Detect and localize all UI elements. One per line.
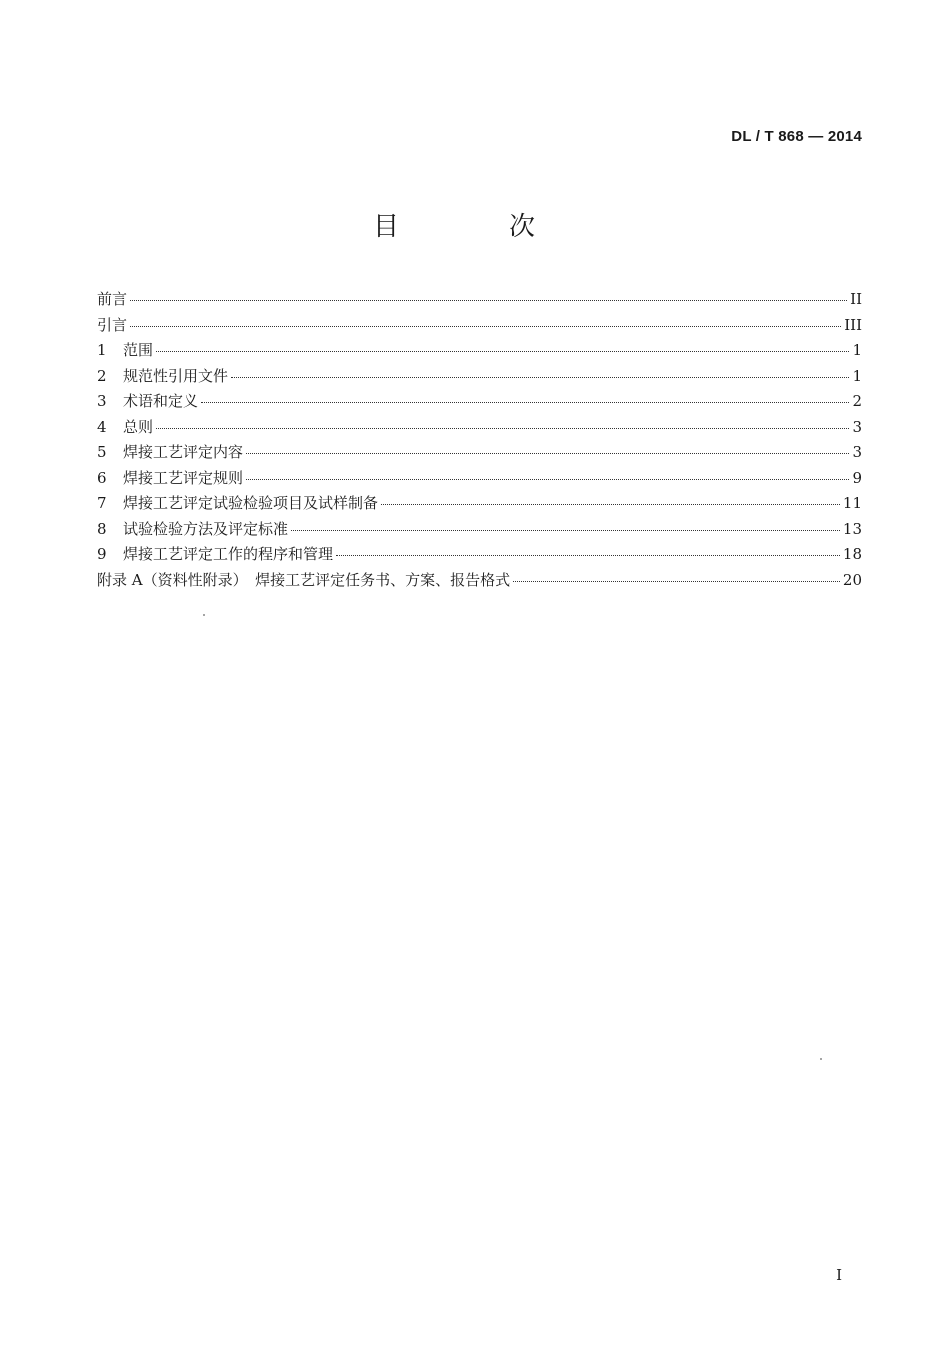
toc-entry-label: 焊接工艺评定规则 [123, 468, 244, 487]
toc-entry[interactable] [97, 287, 862, 313]
toc-entry-number: 3 [97, 392, 107, 410]
toc-entry-page: III [844, 315, 862, 334]
toc-entry-page: 9 [852, 468, 862, 487]
toc-entry-number: 1 [97, 341, 107, 359]
toc-dot-leader [130, 299, 847, 301]
toc-dot-leader [246, 478, 849, 480]
toc-entry-label: 焊接工艺评定试验检验项目及试样制备 [123, 494, 379, 512]
toc-entry-label: 总则 [123, 417, 154, 436]
toc-entry-label: 术语和定义 [123, 392, 199, 410]
toc-entry-page: II [850, 290, 862, 308]
toc-entry[interactable] [97, 313, 862, 339]
toc-dot-leader [246, 452, 849, 454]
toc-entry-number: 8 [97, 519, 107, 538]
toc-entry[interactable] [97, 415, 862, 441]
toc-entry[interactable] [97, 389, 862, 415]
toc-dot-leader [130, 325, 841, 327]
toc-entry-number: 2 [97, 366, 107, 385]
toc-entry-label: 焊接工艺评定工作的程序和管理 [123, 545, 334, 563]
toc-entry[interactable] [97, 542, 862, 568]
toc-dot-leader [231, 376, 849, 378]
toc-entry-page: 20 [842, 570, 862, 589]
toc-entry-page: 1 [852, 341, 862, 359]
toc-entry[interactable] [97, 338, 862, 364]
toc-entry[interactable] [97, 491, 862, 517]
toc-entry-number: 6 [97, 468, 107, 487]
toc-entry-number: 7 [97, 494, 107, 512]
toc-dot-leader [336, 554, 840, 556]
toc-entry-page: 18 [842, 545, 862, 563]
toc-entry-number: 4 [97, 417, 107, 436]
standard-number: DL / T 868 — 2014 [731, 128, 862, 145]
toc-entry-number: 9 [97, 545, 107, 563]
toc-entry[interactable] [97, 517, 862, 543]
toc-dot-leader [156, 427, 849, 429]
toc-entry-label: 范围 [123, 341, 154, 359]
toc-entry-page: 2 [852, 392, 862, 410]
toc-entry-label: 附录 A（资料性附录） 焊接工艺评定任务书、方案、报告格式 [97, 570, 511, 589]
toc-entry-page: 11 [842, 494, 862, 512]
toc-entry-page: 3 [852, 417, 862, 436]
toc-entry-label: 规范性引用文件 [123, 366, 229, 385]
page-number: I [836, 1266, 842, 1284]
toc-entry-label: 试验检验方法及评定标准 [123, 519, 289, 538]
toc-entry-number: 5 [97, 443, 107, 461]
toc-entry[interactable] [97, 440, 862, 466]
toc-entry-label: 引言 [97, 315, 128, 334]
toc-entry-page: 3 [852, 443, 862, 461]
toc-entry-label: 前言 [97, 290, 128, 308]
toc-title: 目 次 [372, 212, 577, 242]
toc-entry[interactable] [97, 568, 862, 594]
toc-entry[interactable] [97, 364, 862, 390]
toc-dot-leader [201, 401, 849, 403]
toc-entry-label: 焊接工艺评定内容 [123, 443, 244, 461]
toc-dot-leader [381, 503, 840, 505]
toc-dot-leader [291, 529, 840, 531]
toc-entry-page: 1 [852, 366, 862, 385]
table-of-contents [97, 287, 862, 593]
scan-speck [820, 1058, 822, 1060]
toc-entry[interactable] [97, 466, 862, 492]
toc-dot-leader [513, 580, 840, 582]
toc-dot-leader [156, 350, 849, 352]
toc-entry-page: 13 [842, 519, 862, 538]
scan-speck [203, 614, 205, 616]
